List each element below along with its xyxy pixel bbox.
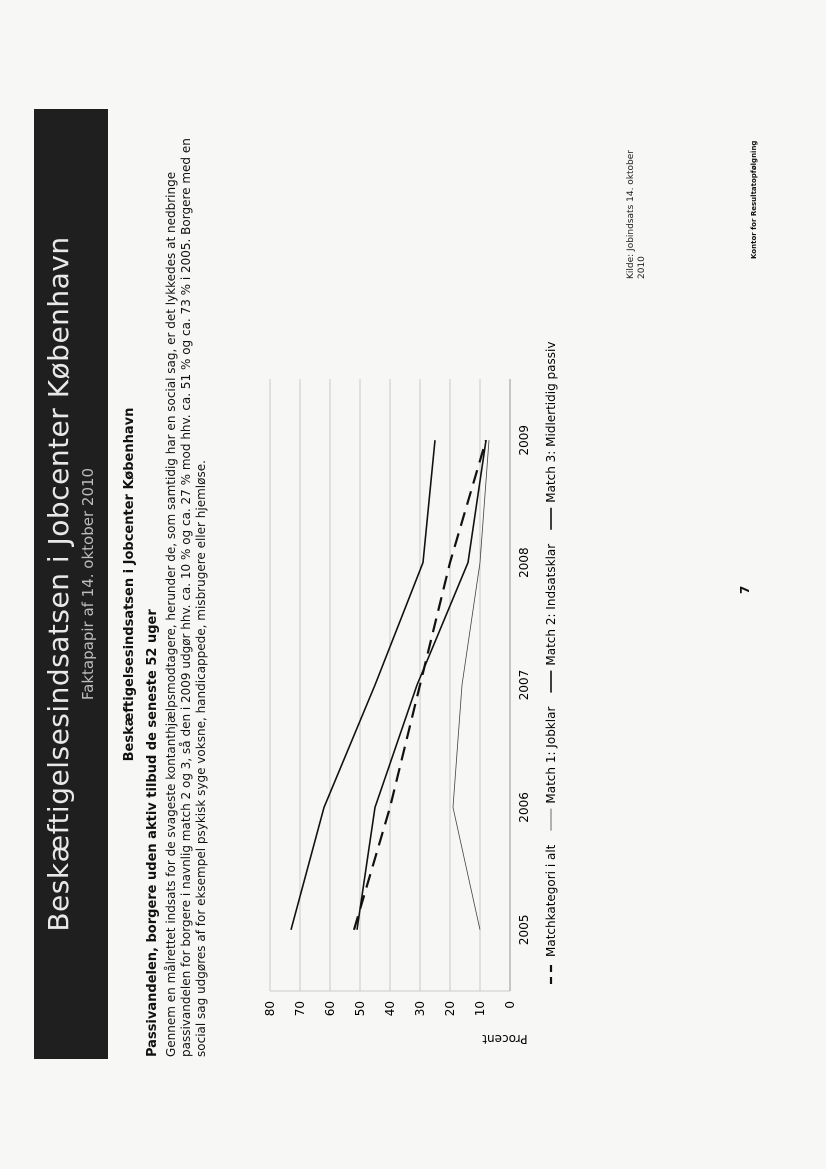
x-tick-label: 2008 (517, 547, 531, 578)
y-tick-label: 80 (263, 1001, 277, 1017)
y-axis-ticks (263, 1001, 517, 1016)
y-tick-label: 30 (413, 1001, 427, 1017)
section-heading: Beskæftigelsesindsatsen i Jobcenter København (122, 407, 137, 762)
chart-subheading: Passivandelen, borgere uden aktiv tilbud de seneste 52 uger (145, 609, 160, 1057)
banner-title: Beskæftigelsesindsatsen i Jobcenter København (42, 236, 75, 932)
footer-organization: Kontor for Resultatopfølgning (750, 140, 758, 259)
y-tick-label: 60 (323, 1001, 337, 1017)
y-axis-label: Procent (482, 1032, 528, 1046)
body-paragraph: Gennem en målrettet indsats for de svageste kontanthjælpsmodtagere, herunder de, som samtidig har en social sag, er det lykkedes at nedbringe passivandelen for borgere i navnlig match 2 og 3, så den i 2009 udgør hhv. ca. 10 % og ca. 27 % mod hhv. ca. 51 % og ca. 73 % i 2005. Borgere med en social sag udgøres af for eksempel psykisk syge voksne, handicappede, misbrugere eller hjemløse. (164, 138, 208, 1057)
chart-grid (270, 379, 510, 991)
chart-legend (544, 342, 558, 984)
y-tick-label: 20 (443, 1001, 457, 1017)
y-tick-label: 70 (293, 1001, 307, 1017)
y-tick-label: 10 (473, 1001, 487, 1017)
y-tick-label: 0 (503, 1001, 517, 1009)
x-tick-label: 2006 (517, 792, 531, 823)
x-tick-label: 2009 (517, 424, 531, 456)
y-tick-label: 50 (353, 1001, 367, 1017)
x-tick-label: 2005 (517, 914, 531, 946)
legend-label: Match 1: Jobklar (544, 706, 558, 804)
legend-label: Match 2: Indsatsklar (544, 543, 558, 666)
legend-label: Match 3: Midlertidig passiv (544, 341, 558, 503)
page-number: 7 (738, 585, 752, 594)
banner-subtitle: Faktapapir af 14. oktober 2010 (79, 467, 97, 701)
x-axis-ticks (517, 425, 531, 945)
x-tick-label: 2007 (517, 669, 531, 701)
series-line-match-1-jobklar (453, 440, 489, 930)
legend-label: Matchkategori i alt (544, 844, 558, 957)
source-note: Kilde: Jobindsats 14. oktober 2010 (626, 150, 647, 279)
series-line-match-3-midlertidig-passiv (291, 440, 435, 930)
y-tick-label: 40 (383, 1001, 397, 1017)
